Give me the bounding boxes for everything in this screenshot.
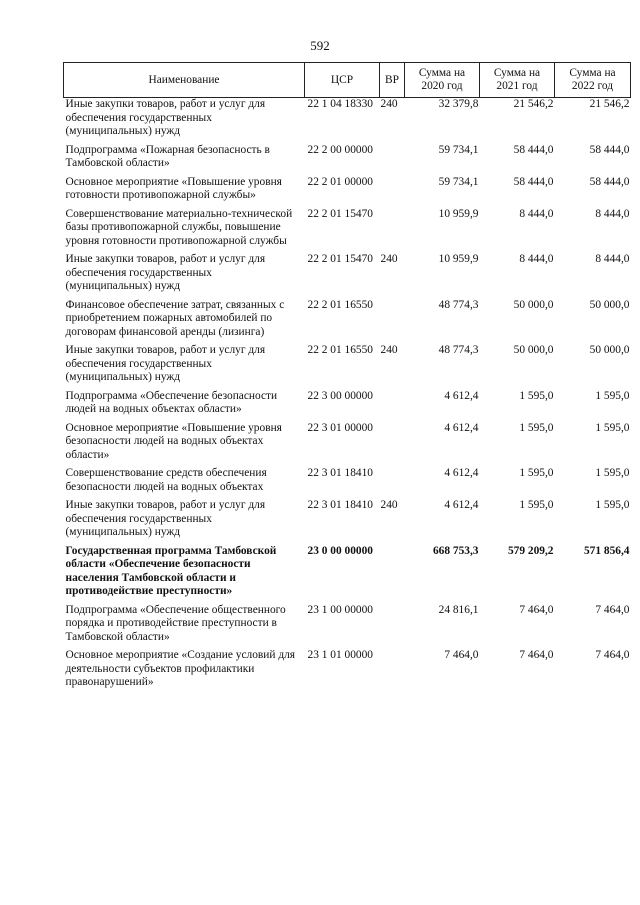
table-header: [64, 63, 631, 98]
table-row: [64, 604, 631, 650]
row-name: Иные закупки товаров, работ и услуг для обеспечения государственных (муниципальных) нужд: [65, 344, 266, 383]
row-name: Совершенствование средств обеспечения безопасности людей на водных объектах: [65, 467, 267, 493]
table-row: [64, 98, 631, 144]
row-sum-2022: 1 595,0: [595, 499, 630, 511]
table-row: [64, 649, 631, 695]
row-sum-2020: 32 379,8: [438, 98, 479, 110]
row-vr-code: 240: [380, 253, 398, 265]
header-sum-2021: Сумма на 2021 год: [480, 63, 555, 98]
row-vr-code: 240: [380, 499, 398, 511]
row-vr-code: 240: [380, 344, 398, 356]
row-sum-2022: 1 595,0: [595, 389, 630, 402]
row-csr-code: 22 2 01 00000: [307, 175, 373, 188]
row-sum-2021: 8 444,0: [519, 253, 554, 265]
row-sum-2020: 10 959,9: [438, 207, 479, 220]
row-vr-code: [380, 176, 405, 208]
row-name: Основное мероприятие «Создание условий для деятельности субъектов профилактики правонарушений»: [65, 649, 296, 688]
row-vr-code: [380, 422, 405, 468]
row-name: Подпрограмма «Пожарная безопасность в Тамбовской области»: [65, 143, 270, 169]
row-sum-2021: 1 595,0: [519, 499, 554, 511]
table-row: [64, 499, 631, 545]
row-sum-2021: 1 595,0: [519, 421, 554, 434]
row-sum-2022: 1 595,0: [595, 467, 630, 479]
row-sum-2021: 1 595,0: [519, 389, 554, 402]
row-name: Подпрограмма «Обеспечение безопасности людей на водных объектах области»: [65, 389, 278, 415]
row-sum-2020: 24 816,1: [438, 603, 479, 616]
row-name: Основное мероприятие «Повышение уровня безопасности людей на водных объектах области»: [65, 421, 282, 461]
row-sum-2022: 7 464,0: [595, 649, 630, 661]
row-vr-code: [380, 299, 405, 345]
row-sum-2020: 48 774,3: [438, 298, 479, 311]
row-sum-2022: 58 444,0: [589, 175, 630, 188]
row-csr-code: 22 2 01 16550: [307, 344, 373, 356]
row-sum-2022: 8 444,0: [595, 207, 630, 220]
row-vr-code: [380, 604, 405, 650]
row-sum-2022: 21 546,2: [589, 98, 630, 110]
row-sum-2022: 50 000,0: [589, 344, 630, 356]
row-vr-code: 240: [380, 98, 398, 110]
table-row: [64, 144, 631, 176]
table-row: [64, 208, 631, 254]
row-sum-2020: 4 612,4: [444, 499, 479, 511]
row-sum-2022: 571 856,4: [583, 544, 630, 557]
table-row: [64, 467, 631, 499]
row-sum-2020: 668 753,3: [432, 544, 479, 557]
row-csr-code: 22 3 01 18410: [307, 499, 373, 511]
row-sum-2020: 59 734,1: [438, 175, 479, 188]
row-sum-2021: 8 444,0: [519, 207, 554, 220]
row-sum-2021: 7 464,0: [519, 649, 554, 661]
row-sum-2020: 10 959,9: [438, 253, 479, 265]
table-body: [64, 98, 631, 695]
row-name: Иные закупки товаров, работ и услуг для обеспечения государственных (муниципальных) нужд: [65, 499, 266, 538]
row-vr-code: [380, 390, 405, 422]
row-csr-code: 23 1 00 00000: [307, 603, 373, 616]
row-csr-code: 23 0 00 00000: [307, 544, 373, 557]
row-sum-2022: 1 595,0: [595, 421, 630, 434]
row-sum-2022: 8 444,0: [595, 253, 630, 265]
row-sum-2021: 21 546,2: [513, 98, 554, 110]
row-sum-2020: 4 612,4: [444, 389, 479, 402]
page-number: 592: [310, 38, 330, 53]
row-sum-2021: 50 000,0: [513, 344, 554, 356]
row-csr-code: 22 3 01 18410: [307, 467, 373, 479]
row-csr-code: 22 3 00 00000: [307, 389, 373, 402]
header-sum-2020: Сумма на 2020 год: [405, 63, 480, 98]
header-sum-2022: Сумма на 2022 год: [555, 63, 631, 98]
row-name: Совершенствование материально-технической базы противопожарной службы, повышение уровня готовности противопожарной службы: [65, 207, 293, 247]
row-sum-2021: 7 464,0: [519, 603, 554, 616]
row-csr-code: 22 3 01 00000: [307, 421, 373, 434]
header-csr: ЦСР: [305, 63, 380, 98]
row-name: Иные закупки товаров, работ и услуг для обеспечения государственных (муниципальных) нужд: [65, 98, 266, 137]
table-row: [64, 176, 631, 208]
row-vr-code: [380, 467, 405, 499]
row-sum-2022: 58 444,0: [589, 143, 630, 156]
row-sum-2021: 1 595,0: [519, 467, 554, 479]
row-sum-2020: 7 464,0: [444, 649, 479, 661]
row-csr-code: 22 2 01 16550: [307, 298, 373, 311]
row-sum-2020: 4 612,4: [444, 421, 479, 434]
row-name: Финансовое обеспечение затрат, связанных с приобретением пожарных автомобилей по договорам финансовой аренды (лизинга): [65, 298, 285, 338]
row-sum-2022: 7 464,0: [595, 603, 630, 616]
row-sum-2021: 579 209,2: [507, 544, 554, 557]
row-sum-2021: 58 444,0: [513, 143, 554, 156]
table-row: [64, 390, 631, 422]
header-name: Наименование: [64, 63, 305, 98]
table-row: [64, 422, 631, 468]
row-csr-code: 22 2 01 15470: [307, 207, 373, 220]
row-csr-code: 23 1 01 00000: [307, 649, 373, 661]
table-row: [64, 253, 631, 299]
header-vr: ВР: [380, 63, 405, 98]
row-vr-code: [380, 545, 405, 604]
row-sum-2021: 58 444,0: [513, 175, 554, 188]
table-row: [64, 545, 631, 604]
row-csr-code: 22 2 00 00000: [307, 143, 373, 156]
row-vr-code: [380, 649, 405, 695]
row-name: Государственная программа Тамбовской области «Обеспечение безопасности населения Тамбовской области и противодействие преступности»: [65, 544, 277, 597]
budget-table: [63, 62, 631, 695]
row-sum-2020: 59 734,1: [438, 143, 479, 156]
row-vr-code: [380, 144, 405, 176]
row-sum-2022: 50 000,0: [589, 298, 630, 311]
row-csr-code: 22 2 01 15470: [307, 253, 373, 265]
table-row: [64, 344, 631, 390]
row-csr-code: 22 1 04 18330: [307, 98, 373, 110]
row-sum-2020: 48 774,3: [438, 344, 479, 356]
row-sum-2021: 50 000,0: [513, 298, 554, 311]
row-name: Иные закупки товаров, работ и услуг для обеспечения государственных (муниципальных) нужд: [65, 253, 266, 292]
row-vr-code: [380, 208, 405, 254]
table-row: [64, 299, 631, 345]
row-sum-2020: 4 612,4: [444, 467, 479, 479]
row-name: Основное мероприятие «Повышение уровня готовности противопожарной службы»: [65, 175, 282, 201]
row-name: Подпрограмма «Обеспечение общественного порядка и противодействие преступности в Тамбовской области»: [65, 603, 286, 643]
